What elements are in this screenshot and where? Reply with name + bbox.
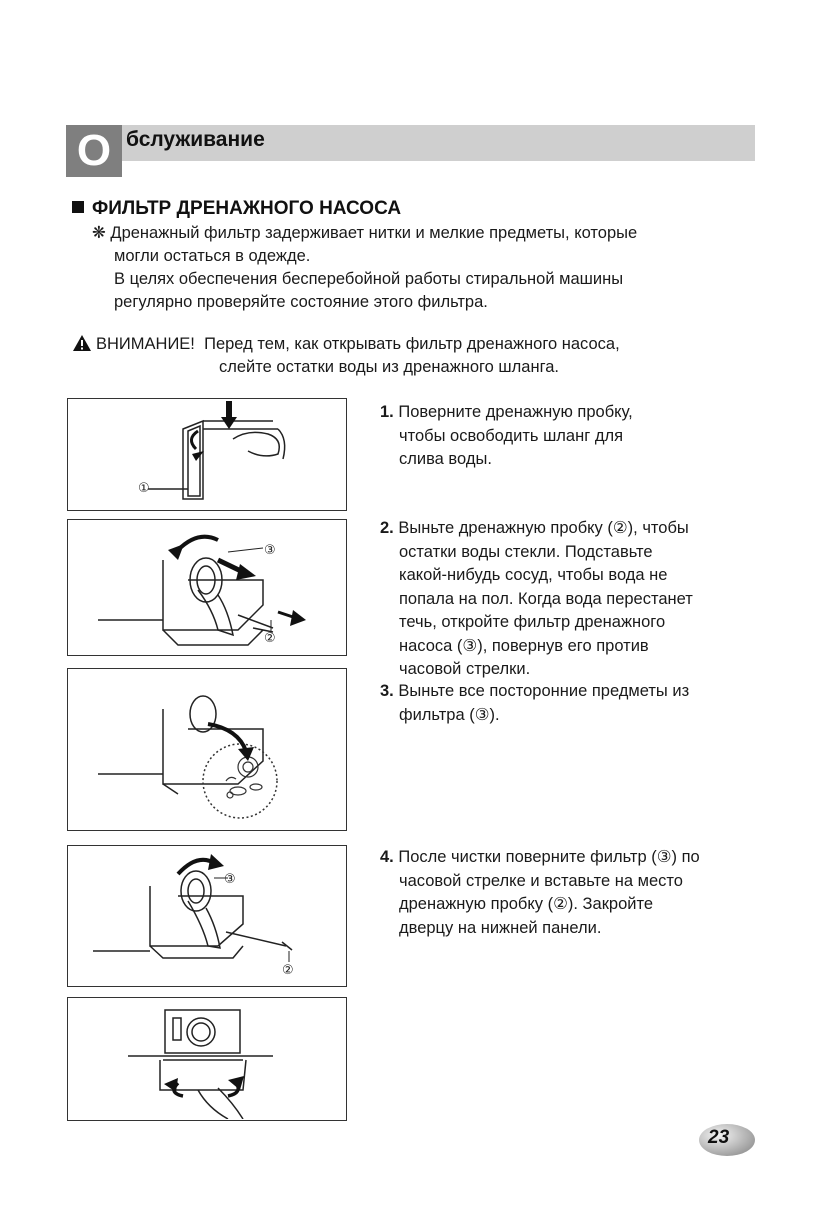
step-2 <box>380 517 750 682</box>
step-4-line-3: дренажную пробку (②). Закройте <box>399 895 654 913</box>
bullet-square-icon <box>72 201 84 213</box>
page-title: бслуживание <box>126 128 265 151</box>
step-1-number: 1. <box>380 403 394 421</box>
intro-line-4: регулярно проверяйте состояние этого фильтра. <box>114 293 488 311</box>
step-4-line-1: После чистки поверните фильтр (③) по <box>398 848 700 866</box>
section-title <box>72 198 401 220</box>
label-plug: ② <box>264 630 276 645</box>
step-1-line-2: чтобы освободить шланг для <box>399 426 624 445</box>
label-filter: ③ <box>264 542 276 557</box>
section-title-text: ФИЛЬТР ДРЕНАЖНОГО НАСОСА <box>92 198 402 219</box>
figure-step-5 <box>67 997 347 1121</box>
step-1-line-1: Поверните дренажную пробку, <box>398 403 633 421</box>
step-3-line-2: фильтра (③). <box>399 705 500 724</box>
illustration-clean-filter <box>68 669 345 829</box>
figure-step-4 <box>67 845 347 987</box>
figure-step-2 <box>67 519 347 656</box>
step-4-number: 4. <box>380 848 394 866</box>
illustration-remove-plug <box>68 520 345 654</box>
header-initial-letter: О <box>66 125 122 177</box>
step-2-line-6: насоса (③), повернув его против <box>399 636 649 655</box>
step-2-line-7: часовой стрелки. <box>399 660 531 678</box>
warning-line-2: слейте остатки воды из дренажного шланга. <box>219 358 560 376</box>
label-hose: ① <box>138 480 150 495</box>
step-2-line-5: течь, откройте фильтр дренажного <box>399 613 666 631</box>
intro-line-2: могли остаться в одежде. <box>114 247 311 265</box>
intro-text <box>92 222 637 314</box>
warning-label: ВНИМАНИЕ! <box>96 335 195 353</box>
label-plug-4: ② <box>282 962 294 977</box>
figure-step-1 <box>67 398 347 511</box>
step-2-line-1: Выньте дренажную пробку (②), чтобы <box>398 519 689 537</box>
page-number: 23 <box>708 1127 730 1148</box>
step-4-line-2: часовой стрелке и вставьте на место <box>399 871 683 890</box>
intro-line-1: ❋ Дренажный фильтр задерживает нитки и мелкие предметы, которые <box>92 224 638 242</box>
step-1-line-3: слива воды. <box>399 450 492 468</box>
warning-line-1: Перед тем, как открывать фильтр дренажного насоса, <box>204 335 620 353</box>
step-2-line-2: остатки воды стекли. Подставьте <box>399 542 653 561</box>
figure-step-3 <box>67 668 347 831</box>
intro-line-3: В целях обеспечения бесперебойной работы стиральной машины <box>114 270 624 288</box>
warning-block <box>72 333 620 379</box>
step-2-number: 2. <box>380 519 394 537</box>
warning-icon <box>72 334 92 352</box>
step-2-line-4: попала на пол. Когда вода перестанет <box>399 589 693 608</box>
step-1 <box>380 401 750 472</box>
step-3-number: 3. <box>380 682 394 700</box>
step-2-line-3: какой-нибудь сосуд, чтобы вода не <box>399 566 668 584</box>
illustration-close-door <box>68 998 345 1119</box>
step-4-line-4: дверцу на нижней панели. <box>399 918 602 937</box>
step-3 <box>380 680 750 727</box>
illustration-reinstall-filter <box>68 846 345 985</box>
label-filter-4: ③ <box>224 871 236 886</box>
illustration-hose-turn <box>68 399 345 509</box>
step-4 <box>380 846 750 940</box>
step-3-line-1: Выньте все посторонние предметы из <box>398 682 690 700</box>
